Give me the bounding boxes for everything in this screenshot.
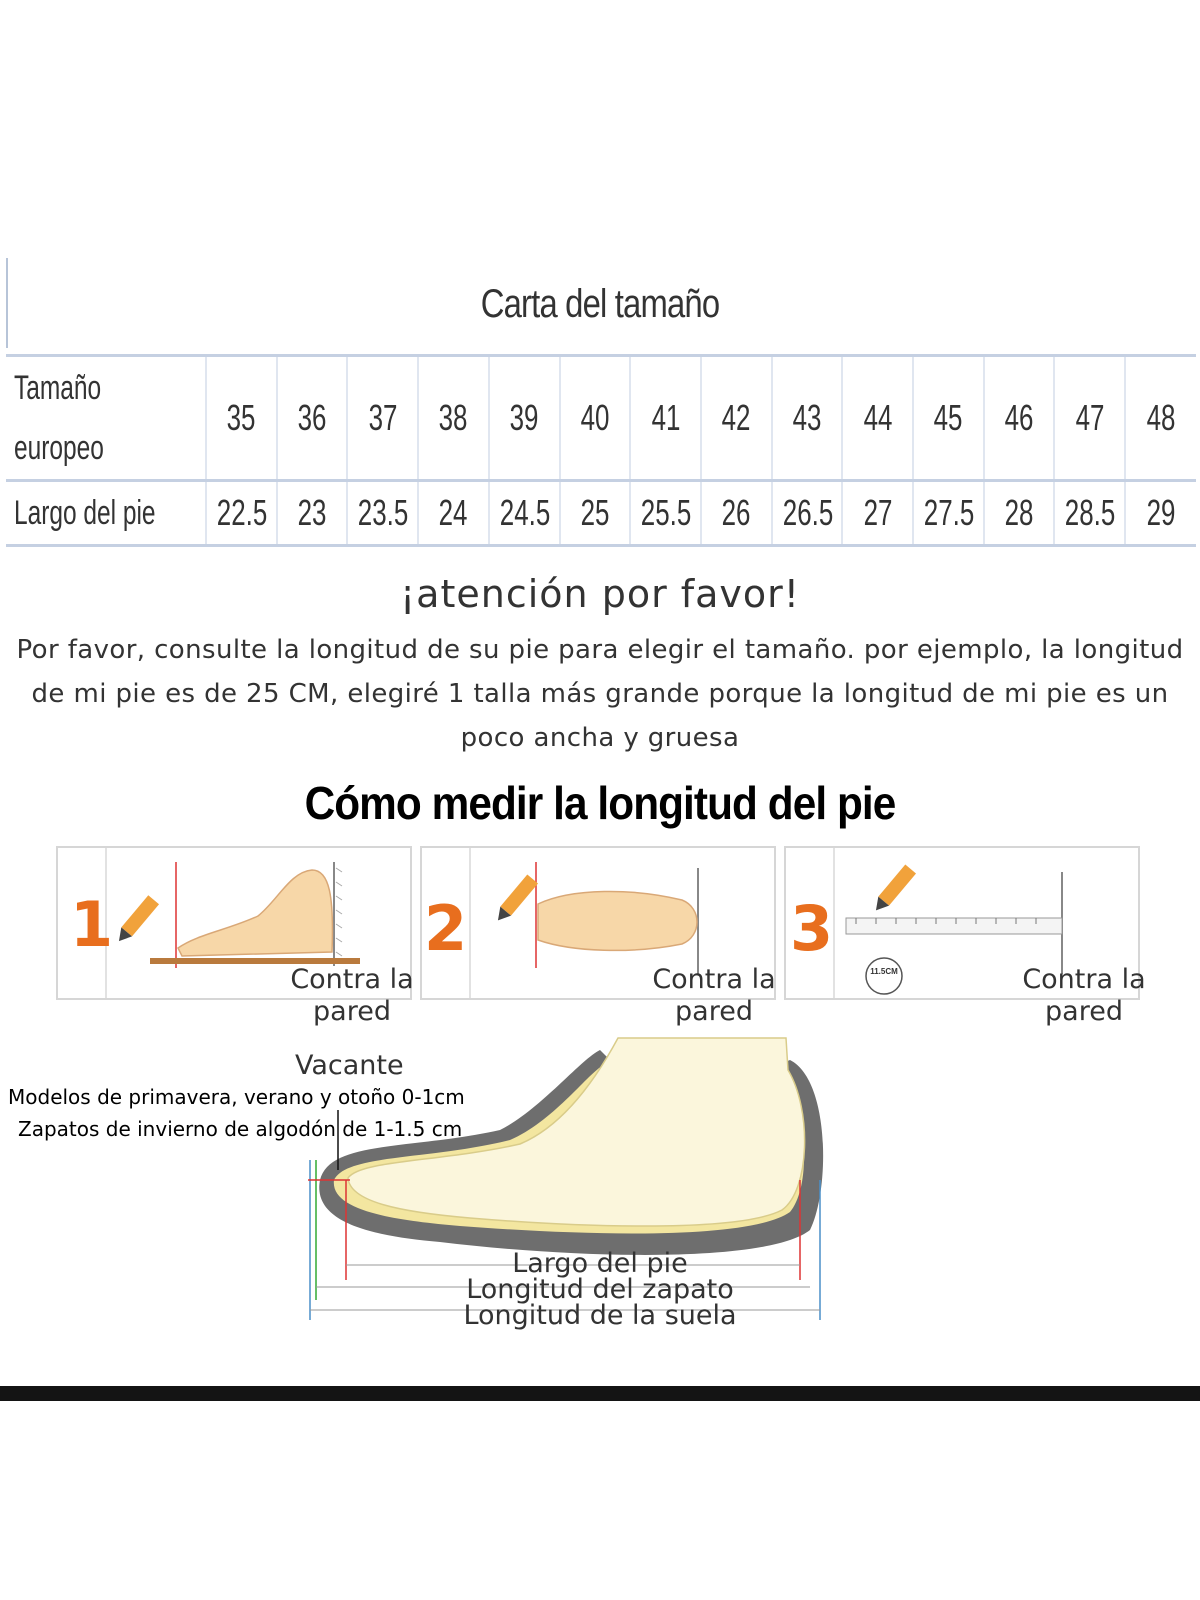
eu-size-cell: 42 (701, 356, 772, 481)
step-2-wall-label: Contra la pared (652, 964, 776, 1027)
attention-title: ¡atención por favor! (399, 572, 801, 616)
eu-size-cell: 41 (630, 356, 701, 481)
foot-length-cell: 26.5 (772, 481, 843, 546)
eu-size-row (6, 356, 1196, 481)
step-2-number: 2 (424, 892, 468, 965)
sole-length-label: Longitud de la suela (463, 1300, 737, 1331)
pencil-icon (871, 864, 916, 914)
foot-length-cell: 26 (701, 481, 772, 546)
foot-length-cell: 23 (277, 481, 348, 546)
foot-length-cell: 28 (984, 481, 1055, 546)
size-table (6, 354, 1196, 547)
step-3-number: 3 (790, 892, 834, 965)
eu-size-cell: 38 (418, 356, 489, 481)
foot-length-cell: 23.5 (347, 481, 418, 546)
shoe-length-label: Longitud del zapato (466, 1274, 734, 1305)
pencil-icon (493, 874, 538, 924)
size-chart-title: Carta del tamaño (480, 282, 720, 326)
bottom-bar (0, 1386, 1200, 1401)
foot-length-cell: 29 (1125, 481, 1196, 546)
eu-size-cell: 43 (772, 356, 843, 481)
foot-length-row (6, 481, 1196, 546)
badge-text: 11.5CM (870, 967, 898, 976)
eu-size-cell: 40 (560, 356, 631, 481)
foot-length-cell: 28.5 (1054, 481, 1125, 546)
foot-length-cell: 27 (842, 481, 913, 546)
eu-size-cell: 37 (347, 356, 418, 481)
measurement-badge (866, 958, 902, 994)
ruler-icon (846, 918, 1062, 934)
eu-size-cell: 47 (1054, 356, 1125, 481)
winter-shoes-note: Zapatos de invierno de algodón de 1-1.5 cm (18, 1117, 463, 1141)
eu-size-cell: 48 (1125, 356, 1196, 481)
foot-length-label: Largo del pie (512, 1248, 688, 1279)
eu-size-cell: 35 (206, 356, 277, 481)
vacancy-label: Vacante (295, 1050, 404, 1081)
eu-size-cell: 44 (842, 356, 913, 481)
foot-length-cell: 25.5 (630, 481, 701, 546)
foot-length-cell: 27.5 (913, 481, 984, 546)
step-1-wall-label: Contra la pared (290, 964, 414, 1027)
how-to-measure-title: Cómo medir la longitud del pie (304, 777, 896, 829)
foot-length-cell: 24 (418, 481, 489, 546)
eu-size-cell: 45 (913, 356, 984, 481)
eu-size-cell: 46 (984, 356, 1055, 481)
attention-body: Por favor, consulte la longitud de su pie para elegir el tamaño. por ejemplo, la longitud de mi pie es de 25 CM, elegiré 1 talla más grande porque la longitud de mi pie es un poco ancha y gruesa (16, 635, 1184, 753)
pencil-icon (114, 895, 159, 945)
left-border-line (6, 258, 8, 348)
spring-models-note: Modelos de primavera, verano y otoño 0-1cm (8, 1085, 465, 1109)
step-1-number: 1 (70, 888, 114, 961)
eu-size-cell: 39 (489, 356, 560, 481)
step-3-wall-label: Contra la pared (1022, 964, 1146, 1027)
foot-length-cell: 24.5 (489, 481, 560, 546)
eu-size-header: Tamaño europeo (6, 356, 206, 481)
foot-length-cell: 25 (560, 481, 631, 546)
foot-length-cell: 22.5 (206, 481, 277, 546)
foot-length-header: Largo del pie (6, 481, 206, 546)
eu-size-cell: 36 (277, 356, 348, 481)
